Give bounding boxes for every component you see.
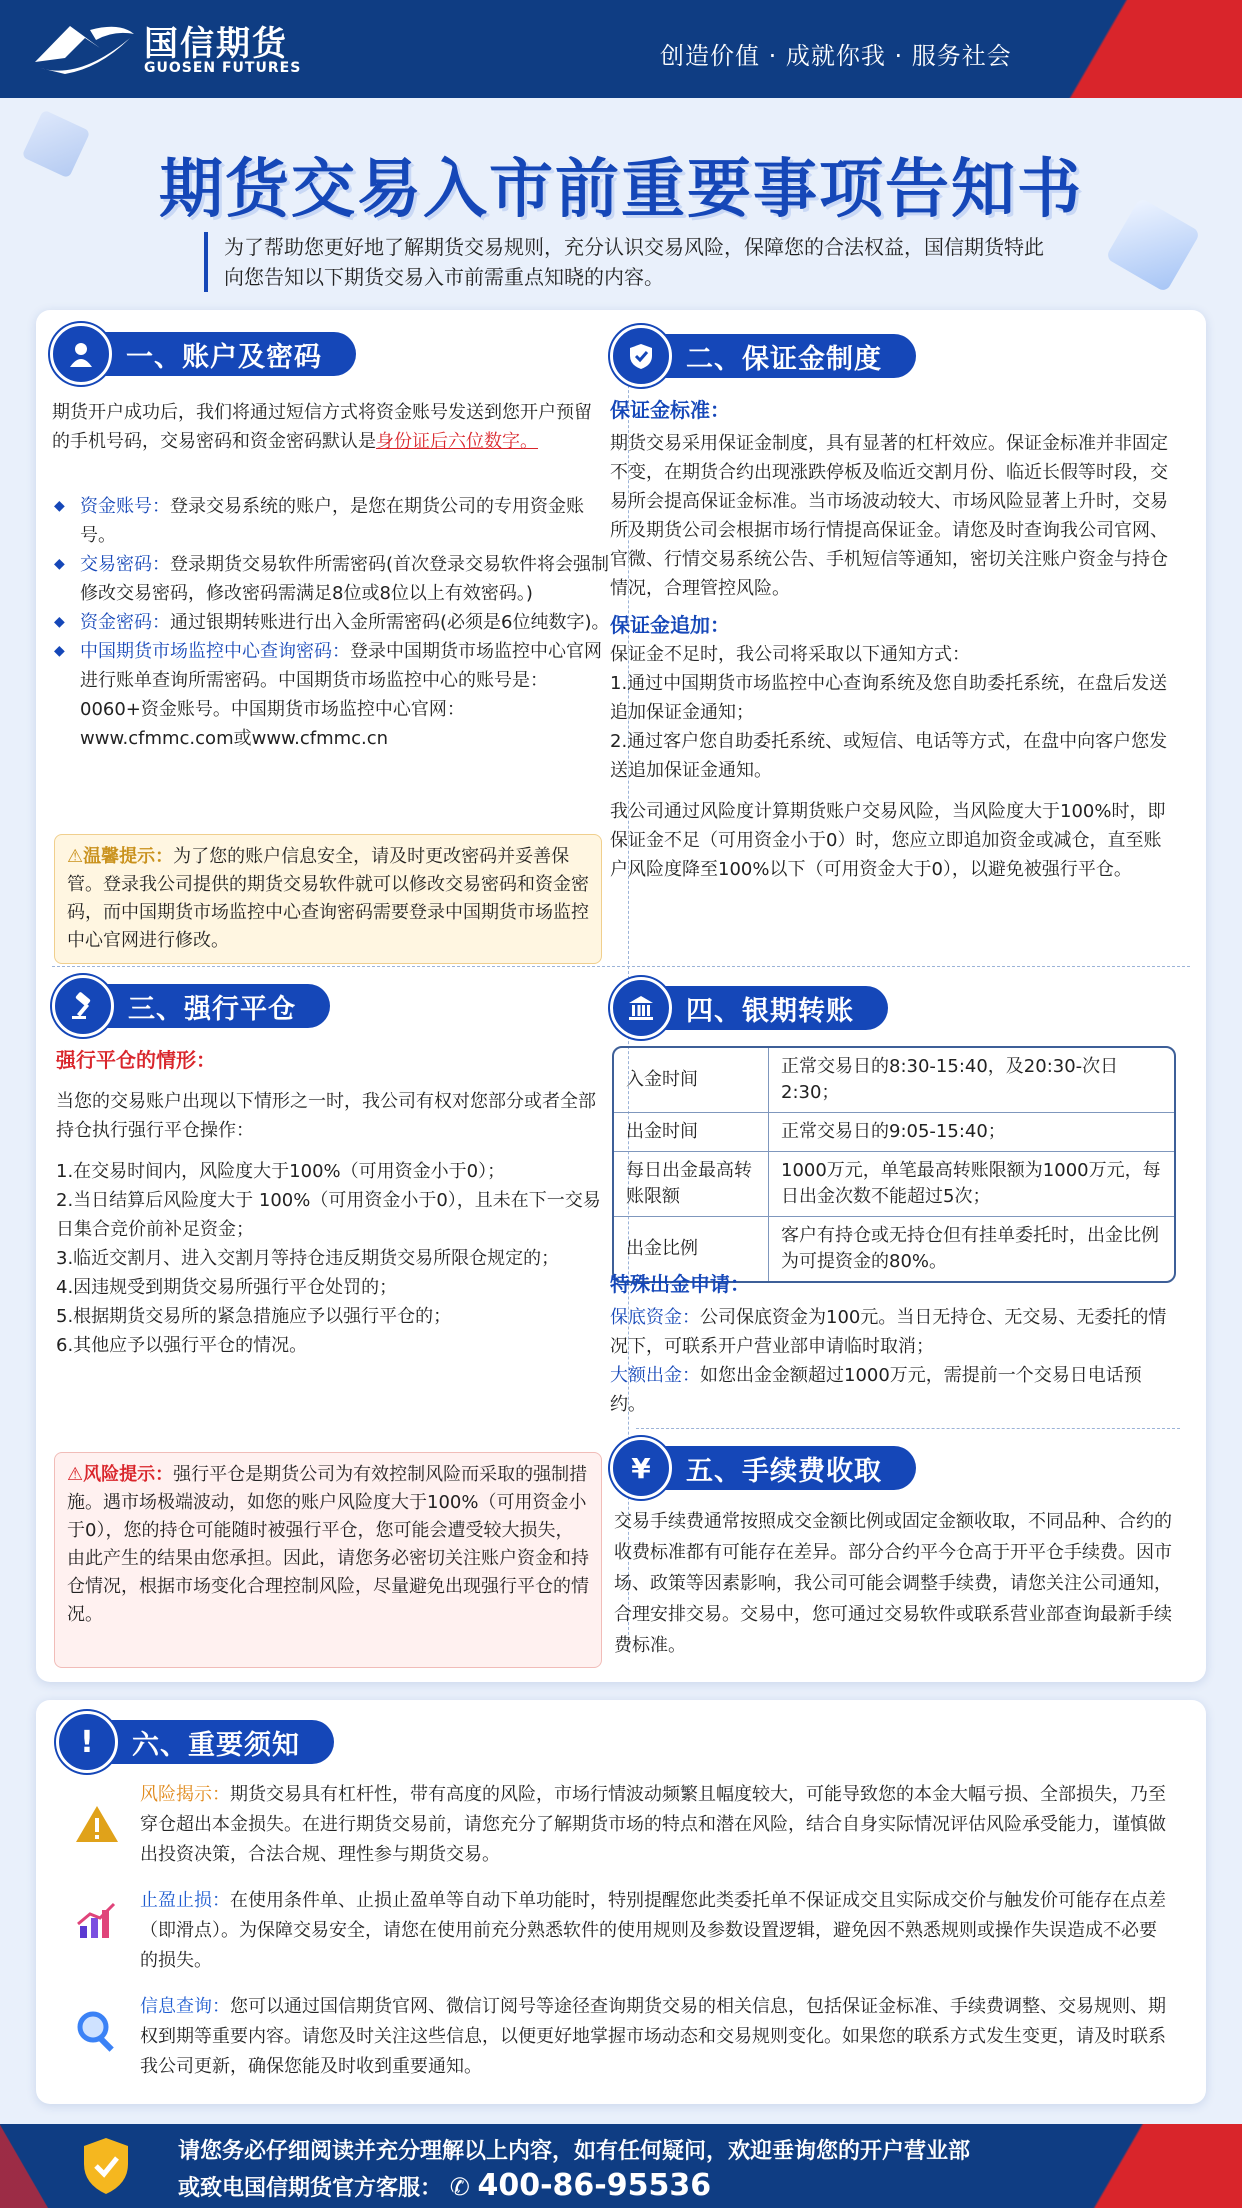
- section5-title: 五、手续费收取: [652, 1446, 916, 1490]
- item-text: 登录中国期货市场监控中心官网进行账单查询所需密码。中国期货市场监控中心的账号是：0060+资金账号。中国期货市场监控中心官网：www.cfmmc.com或www.cfmmc.cn: [80, 641, 602, 749]
- margin-standard-text: 期货交易采用保证金制度，具有显著的杠杆效应。保证金标准并非固定不变，在期货合约出现涨跌停板及临近交割月份、临近长假等时段，交易所会提高保证金标准。当市场波动较大、市场风险显著上升时，交易所及期货公司会根据市场行情提高保证金。请您及时查询我公司官网、官微、行情交易系统公告、手机短信等通知，密切关注账户资金与持仓情况，合理管控风险。: [610, 433, 1168, 599]
- notice-item-risk: [140, 1780, 1170, 1870]
- margin-call-item-2: 2.通过客户您自助委托系统、或短信、电话等方式，在盘中向客户您发送追加保证金通知。: [610, 731, 1168, 781]
- gavel-icon: [52, 975, 114, 1037]
- slogan: 创造价值 · 成就你我 · 服务社会: [660, 42, 1012, 70]
- table-value: 客户有持仓或无持仓但有挂单委托时，出金比例为可提资金的80%。: [781, 1225, 1159, 1272]
- item-label: 资金账号：: [80, 496, 170, 517]
- section-divider: [636, 1428, 1180, 1429]
- tip-text: 为了您的账户信息安全，请及时更改密码并妥善保管。登录我公司提供的期货交易软件就可以修改交易密码和资金密码，而中国期货市场监控中心查询密码需要登录中国期货市场监控中心官网进行修改。: [67, 846, 589, 951]
- bank-transfer-table: [612, 1046, 1176, 1283]
- table-row: [614, 1152, 1174, 1217]
- list-item: 5.根据期货交易所的紧急措施应予以强行平仓的；: [56, 1306, 452, 1327]
- notice-item-info: [140, 1992, 1170, 2082]
- list-item: 3.临近交割月、进入交割月等持仓违反期货交易所限仓规定的；: [56, 1248, 560, 1269]
- intro-text: 为了帮助您更好地了解期货交易规则，充分认识交易风险，保障您的合法权益，国信期货特此向您告知以下期货交易入市前需重点知晓的内容。: [204, 232, 1044, 292]
- guosen-logo-icon: [30, 18, 140, 82]
- logo-cn-text: 国信期货: [144, 24, 288, 64]
- header-red-stripe: [1032, 0, 1242, 98]
- section2-header: [610, 328, 916, 384]
- table-value: 正常交易日的8:30-15:40，及20:30-次日2:30；: [769, 1048, 1174, 1113]
- section1-header: [50, 326, 356, 382]
- risk-text: 强行平仓是期货公司为有效控制风险而采取的强制措施。遇市场极端波动，如您的账户风险度大于100%（可用资金小于0），您的持仓可能随时被强行平仓，您可能会遭受较大损失，由此产生的结果由您承担。因此，请您务必密切关注账户资金和持仓情况，根据市场变化合理控制风险，尽量避免出现强行平仓的情况。: [67, 1464, 589, 1625]
- list-item: 2.当日结算后风险度大于 100%（可用资金小于0），且未在下一交易日集合竞价前补足资金；: [56, 1190, 601, 1240]
- risk-tip-box: [54, 1452, 602, 1668]
- s1-intro: [52, 398, 604, 456]
- section4-header: [610, 980, 888, 1036]
- user-icon: [50, 323, 112, 385]
- s1-list: [52, 492, 618, 753]
- margin-call-label: 保证金追加：: [610, 613, 730, 637]
- warning-icon: ⚠: [67, 846, 84, 867]
- table-key: 出金时间: [614, 1113, 769, 1152]
- list-item: 4.因违规受到期货交易所强行平仓处罚的；: [56, 1277, 398, 1298]
- footer-red-stripe: [1042, 2124, 1242, 2208]
- risk-degree-text: 我公司通过风险度计算期货账户交易风险，当风险度大于100%时，即保证金不足（可用资金小于0）时，您应立即追加资金或减仓，直至账户风险度降至100%以下（可用资金大于0），以避免被强行平仓。: [610, 801, 1166, 880]
- notice-item-stop: [140, 1886, 1170, 1976]
- tip-title: 温馨提示：: [83, 846, 174, 867]
- risk-title: 风险提示：: [83, 1464, 174, 1485]
- yen-icon: ¥: [610, 1437, 672, 1499]
- section2-title: 二、保证金制度: [652, 334, 916, 378]
- table-value: 1000万元，单笔最高转账限额为1000万元，每日出金次数不能超过5次；: [769, 1152, 1174, 1217]
- bank-icon: [610, 977, 672, 1039]
- notice-label: 风险揭示：: [140, 1784, 230, 1805]
- s1-intro-text: 期货开户成功后，我们将通过短信方式将资金账号发送到您开户预留的手机号码，交易密码和资金密码默认是: [52, 402, 592, 452]
- footer-line2-text: 或致电国信期货官方客服：: [178, 2176, 443, 2201]
- item-text: 如您出金金额超过1000万元，需提前一个交易日电话预约。: [610, 1365, 1142, 1415]
- section6-title: 六、重要须知: [98, 1720, 334, 1764]
- item-text: 通过银期转账进行出入金所需密码(必须是6位纯数字)。: [170, 612, 610, 633]
- notice-card: [36, 1700, 1206, 2104]
- table-value: 正常交易日的9:05-15:40；: [769, 1113, 1174, 1152]
- item-label: 保底资金：: [610, 1307, 700, 1328]
- shield-check-icon: [610, 325, 672, 387]
- warning-icon: ⚠: [67, 1464, 84, 1485]
- table-key: 入金时间: [614, 1048, 769, 1113]
- footer-line1: 请您务必仔细阅读并充分理解以上内容，如有任何疑问，欢迎垂询您的开户营业部: [178, 2139, 971, 2164]
- section4-title: 四、银期转账: [652, 986, 888, 1030]
- item-label: 交易密码：: [80, 554, 170, 575]
- special-item: [610, 1361, 1176, 1419]
- notice-text: 期货交易具有杠杆性，带有高度的风险，市场行情波动频繁且幅度较大，可能导致您的本金大幅亏损、全部损失，乃至穿仓超出本金损失。在进行期货交易前，请您充分了解期货市场的特点和潜在风险，结合自身实际情况评估风险承受能力，谨慎做出投资决策，合法合规、理性参与期货交易。: [140, 1784, 1166, 1865]
- main-card: [36, 310, 1206, 1682]
- s3-intro: 当您的交易账户出现以下情形之一时，我公司有权对您部分或者全部持仓执行强行平仓操作：: [56, 1091, 596, 1141]
- item-label: 中国期货市场监控中心查询密码：: [80, 641, 350, 662]
- table-key: 出金比例: [614, 1217, 769, 1281]
- row-divider: [52, 966, 1190, 967]
- list-item: [52, 608, 618, 637]
- notice-text: 您可以通过国信期货官网、微信订阅号等途径查询期货交易的相关信息，包括保证金标准、手续费调整、交易规则、期权到期等重要内容。请您及时关注这些信息，以便更好地掌握市场动态和交易规则变化。如果您的联系方式发生变更，请及时联系我公司更新，确保您能及时收到重要通知。: [140, 1996, 1166, 2077]
- item-text: 登录交易系统的账户，是您在期货公司的专用资金账号。: [80, 496, 584, 546]
- list-item: 6.其他应予以强行平仓的情况。: [56, 1335, 308, 1356]
- footer-line2: [178, 2168, 711, 2203]
- margin-standard-label: 保证金标准：: [610, 398, 730, 422]
- phone-icon: ✆: [449, 2173, 470, 2201]
- notice-label: 信息查询：: [140, 1996, 230, 2017]
- section6-header: [56, 1714, 334, 1770]
- header-bar: [0, 0, 1242, 98]
- logo-en-text: GUOSEN FUTURES: [144, 60, 302, 76]
- chart-icon: [72, 1896, 122, 1946]
- page-title: 期货交易入市前重要事项告知书: [159, 153, 1083, 227]
- s4-special: [610, 1270, 1176, 1419]
- item-label: 大额出金：: [610, 1365, 700, 1386]
- exclamation-icon: !: [56, 1711, 118, 1773]
- item-text: 登录期货交易软件所需密码(首次登录交易软件将会强制修改交易密码，修改密码需满足8位或8位以上有效密码。): [80, 554, 610, 604]
- notice-label: 止盈止损：: [140, 1890, 230, 1911]
- footer-red-left: [0, 2124, 70, 2208]
- list-item: [52, 492, 618, 550]
- section3-title: 三、强行平仓: [94, 984, 330, 1028]
- section1-title: 一、账户及密码: [92, 332, 356, 376]
- shield-check-icon: [80, 2136, 132, 2196]
- margin-call-item-1: 1.通过中国期货市场监控中心查询系统及您自助委托系统，在盘后发送追加保证金通知；: [610, 673, 1168, 723]
- forced-liquidation-label: 强行平仓的情形：: [56, 1048, 216, 1072]
- special-withdrawal-label: 特殊出金申请：: [610, 1272, 750, 1296]
- item-text: 公司保底资金为100元。当日无持仓、无交易、无委托的情况下，可联系开户营业部申请临时取消；: [610, 1307, 1167, 1357]
- notice-text: 在使用条件单、止损止盈单等自动下单功能时，特别提醒您此类委托单不保证成交且实际成交价与触发价可能存在点差（即滑点）。为保障交易安全，请您在使用前充分熟悉软件的使用规则及参数设置逻辑，避免因不熟悉规则或操作失误造成不必要的损失。: [140, 1890, 1166, 1971]
- list-item: [52, 550, 618, 608]
- s1-intro-highlight: 身份证后六位数字。: [376, 431, 538, 452]
- list-item: 1.在交易时间内，风险度大于100%（可用资金小于0）；: [56, 1161, 506, 1182]
- search-icon: [72, 2006, 122, 2056]
- footer-bar: [0, 2124, 1242, 2208]
- warm-tip-box: [54, 834, 602, 964]
- section5-header: [610, 1440, 916, 1496]
- s3-body: [56, 1046, 612, 1360]
- s3-list: [56, 1157, 612, 1360]
- margin-call-intro: 保证金不足时，我公司将采取以下通知方式：: [610, 644, 970, 665]
- fee-text: 交易手续费通常按照成交金额比例或固定金额收取，不同品种、合约的收费标准都有可能存在差异。部分合约平今仓高于开平仓手续费。因市场、政策等因素影响，我公司可能会调整手续费，请您关注公司通知，合理安排交易。交易中，您可通过交易软件或联系营业部查询最新手续费标准。: [614, 1511, 1172, 1656]
- table-row: [614, 1113, 1174, 1152]
- s2-body: [610, 396, 1176, 884]
- table-row: [614, 1048, 1174, 1113]
- table-key: 每日出金最高转账限额: [614, 1152, 769, 1217]
- item-label: 资金密码：: [80, 612, 170, 633]
- section3-header: [52, 978, 330, 1034]
- service-phone[interactable]: 400-86-95536: [477, 2168, 712, 2203]
- warning-icon: [72, 1800, 122, 1850]
- list-item: [52, 637, 618, 753]
- special-item: [610, 1303, 1176, 1361]
